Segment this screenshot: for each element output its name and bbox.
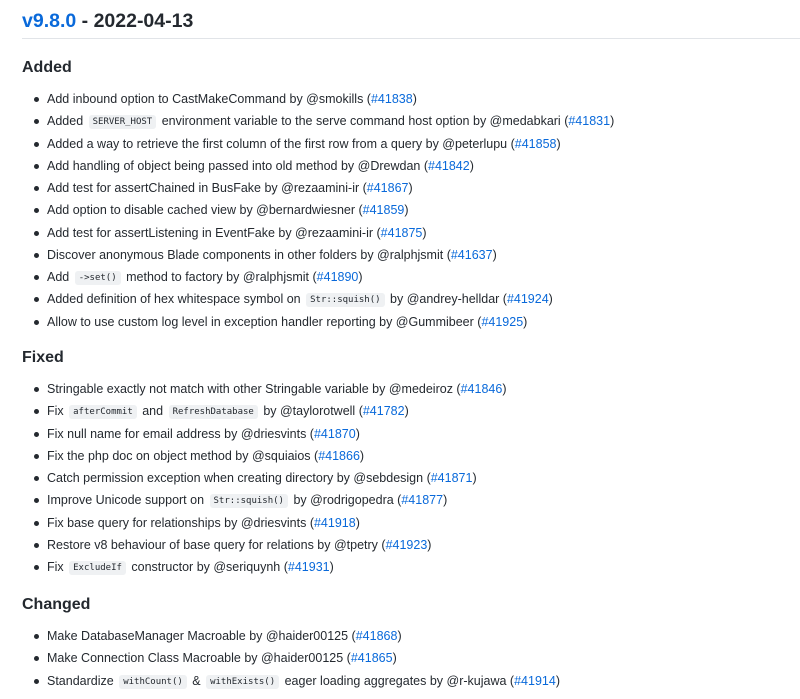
paren-close: ) xyxy=(404,203,409,218)
list-item xyxy=(33,222,614,244)
paren-open: ( xyxy=(351,629,356,643)
item-text: environment variable to the serve command host option by @medabkari xyxy=(158,114,565,129)
pull-request-link[interactable]: #41877 xyxy=(401,493,444,508)
item-text: Add xyxy=(47,270,73,284)
item-text: Allow to use custom log level in exception handler reporting by @Gummibeer xyxy=(47,314,478,329)
inline-code: Str::squish() xyxy=(210,494,288,508)
paren-close: ) xyxy=(355,515,360,530)
item-text: Stringable exactly not match with other Stringable variable by @medeiroz xyxy=(47,382,457,396)
pull-request-link[interactable]: #41914 xyxy=(514,673,556,688)
pull-request-link[interactable]: #41866 xyxy=(318,448,360,463)
list-item xyxy=(33,266,614,288)
item-text: and xyxy=(138,404,167,419)
paren-open: ( xyxy=(346,651,351,666)
item-text: Discover anonymous Blade components in other folders by @ralphjsmit xyxy=(47,247,447,262)
list-item xyxy=(33,311,614,333)
section-title-added: Added xyxy=(22,59,72,76)
paren-close: ) xyxy=(392,651,397,666)
item-text: Catch permission exception when creating directory by @sebdesign xyxy=(47,471,427,485)
list-item xyxy=(33,400,506,422)
paren-open: ( xyxy=(309,426,314,441)
paren-close: ) xyxy=(523,314,528,329)
release-date: 2022-04-13 xyxy=(93,10,194,32)
paren-close: ) xyxy=(472,471,477,485)
item-text: Restore v8 behaviour of base query for relations by @tpetry xyxy=(47,537,382,552)
paren-open: ( xyxy=(283,560,288,574)
item-text: Fix base query for relationships by @driesvints xyxy=(47,515,310,530)
paren-close: ) xyxy=(502,382,507,396)
paren-open: ( xyxy=(509,673,515,688)
pull-request-link[interactable]: #41870 xyxy=(313,426,356,441)
inline-code: SERVER_HOST xyxy=(89,115,157,129)
list-item xyxy=(33,177,614,199)
paren-open: ( xyxy=(426,471,431,485)
paren-open: ( xyxy=(312,270,317,284)
inline-code: RefreshDatabase xyxy=(169,405,258,419)
release-version-link[interactable]: v9.8.0 xyxy=(22,10,77,32)
pull-request-link[interactable]: #41859 xyxy=(362,203,405,218)
item-text: Fix the php doc on object method by @squiaios xyxy=(47,448,315,463)
pull-request-link[interactable]: #41867 xyxy=(366,181,409,195)
paren-close: ) xyxy=(355,426,360,441)
pull-request-link[interactable]: #41842 xyxy=(428,158,470,173)
paren-close: ) xyxy=(358,270,363,284)
list-item xyxy=(33,288,614,310)
item-text: Added xyxy=(47,114,87,129)
paren-open: ( xyxy=(423,158,428,173)
paren-close: ) xyxy=(329,560,334,574)
list-item xyxy=(33,445,506,467)
paren-open: ( xyxy=(510,136,515,151)
item-text: Added a way to retrieve the first column of the first row from a query by @peterlupu xyxy=(47,136,511,151)
paren-open: ( xyxy=(309,515,314,530)
paren-open: ( xyxy=(314,448,319,463)
item-text: method to factory by @ralphjsmit xyxy=(122,270,313,284)
pull-request-link[interactable]: #41865 xyxy=(350,651,393,666)
item-text: by @rodrigopedra xyxy=(289,493,398,508)
changed-list xyxy=(33,625,560,692)
item-text: Add option to disable cached view by @bernardwiesner xyxy=(47,203,359,218)
paren-close: ) xyxy=(397,629,402,643)
item-text: Make DatabaseManager Macroable by @haider00125 xyxy=(47,629,352,643)
list-item xyxy=(33,534,506,556)
paren-close: ) xyxy=(469,158,474,173)
paren-close: ) xyxy=(610,114,615,129)
list-item xyxy=(33,378,506,400)
paren-close: ) xyxy=(404,404,409,419)
release-separator: - xyxy=(76,10,94,32)
pull-request-link[interactable]: #41925 xyxy=(481,314,524,329)
paren-open: ( xyxy=(477,314,482,329)
item-text: constructor by @seriquynh xyxy=(127,560,284,574)
item-text: Improve Unicode support on xyxy=(47,493,208,508)
added-list xyxy=(33,88,614,333)
list-item xyxy=(33,647,560,669)
paren-open: ( xyxy=(446,247,451,262)
item-text: Fix xyxy=(47,404,68,419)
section-title-fixed: Fixed xyxy=(22,349,64,366)
inline-code: ->set() xyxy=(75,271,121,285)
list-item xyxy=(33,199,614,221)
item-text: Make Connection Class Macroable by @haider00125 xyxy=(47,651,347,666)
item-text: Add handling of object being passed into old method by @Drewdan xyxy=(47,158,424,173)
paren-close: ) xyxy=(427,537,432,552)
list-item xyxy=(33,467,506,489)
paren-close: ) xyxy=(408,181,413,195)
release-header xyxy=(22,8,800,39)
paren-open: ( xyxy=(358,203,363,218)
paren-open: ( xyxy=(376,225,381,240)
pull-request-link[interactable]: #41637 xyxy=(450,247,493,262)
item-text: Fix xyxy=(47,560,68,574)
pull-request-link[interactable]: #41838 xyxy=(370,92,413,106)
paren-close: ) xyxy=(548,292,553,307)
item-text: Fix null name for email address by @driesvints xyxy=(47,426,310,441)
list-item xyxy=(33,489,506,511)
item-text: Add test for assertListening in EventFake by @rezaamini-ir xyxy=(47,225,377,240)
paren-open: ( xyxy=(397,493,402,508)
paren-close: ) xyxy=(359,448,365,463)
list-item xyxy=(33,625,560,647)
item-text: eager loading aggregates by @r-kujawa xyxy=(281,673,510,688)
paren-open: ( xyxy=(564,114,569,129)
pull-request-link[interactable]: #41782 xyxy=(362,404,405,419)
pull-request-link[interactable]: #41924 xyxy=(506,292,549,307)
item-text: by @andrey-helldar xyxy=(386,292,503,307)
pull-request-link[interactable]: #41875 xyxy=(380,225,423,240)
inline-code: afterCommit xyxy=(69,405,137,419)
item-text: & xyxy=(188,673,205,688)
pull-request-link[interactable]: #41923 xyxy=(385,537,428,552)
item-text: by @taylorotwell xyxy=(259,404,359,419)
pull-request-link[interactable]: #41931 xyxy=(287,560,330,574)
item-text: Add test for assertChained in BusFake by @rezaamini-ir xyxy=(47,181,363,195)
paren-open: ( xyxy=(366,92,371,106)
item-text: Added definition of hex whitespace symbol on xyxy=(47,292,305,307)
inline-code: withCount() xyxy=(119,675,187,689)
item-text: Standardize xyxy=(47,673,118,688)
inline-code: Str::squish() xyxy=(306,293,384,307)
inline-code: withExists() xyxy=(206,675,279,689)
paren-close: ) xyxy=(412,92,417,106)
list-item xyxy=(33,670,560,692)
inline-code: ExcludeIf xyxy=(69,561,126,575)
list-item xyxy=(33,512,506,534)
list-item xyxy=(33,110,614,132)
list-item xyxy=(33,244,614,266)
pull-request-link[interactable]: #41846 xyxy=(460,382,503,396)
pull-request-link[interactable]: #41890 xyxy=(316,270,359,284)
pull-request-link[interactable]: #41868 xyxy=(355,629,398,643)
paren-open: ( xyxy=(362,181,367,195)
pull-request-link[interactable]: #41918 xyxy=(313,515,356,530)
pull-request-link[interactable]: #41858 xyxy=(514,136,557,151)
paren-close: ) xyxy=(443,493,448,508)
pull-request-link[interactable]: #41871 xyxy=(430,471,473,485)
list-item xyxy=(33,133,614,155)
paren-close: ) xyxy=(492,247,497,262)
paren-open: ( xyxy=(456,382,461,396)
paren-open: ( xyxy=(358,404,363,419)
list-item xyxy=(33,88,614,110)
list-item xyxy=(33,423,506,445)
paren-open: ( xyxy=(381,537,386,552)
paren-close: ) xyxy=(555,673,560,688)
list-item xyxy=(33,155,614,177)
paren-open: ( xyxy=(502,292,507,307)
paren-close: ) xyxy=(422,225,427,240)
item-text: Add inbound option to CastMakeCommand by @smokills xyxy=(47,92,367,106)
paren-close: ) xyxy=(556,136,561,151)
fixed-list xyxy=(33,378,506,578)
list-item xyxy=(33,556,506,578)
pull-request-link[interactable]: #41831 xyxy=(568,114,611,129)
section-title-changed: Changed xyxy=(22,596,91,613)
